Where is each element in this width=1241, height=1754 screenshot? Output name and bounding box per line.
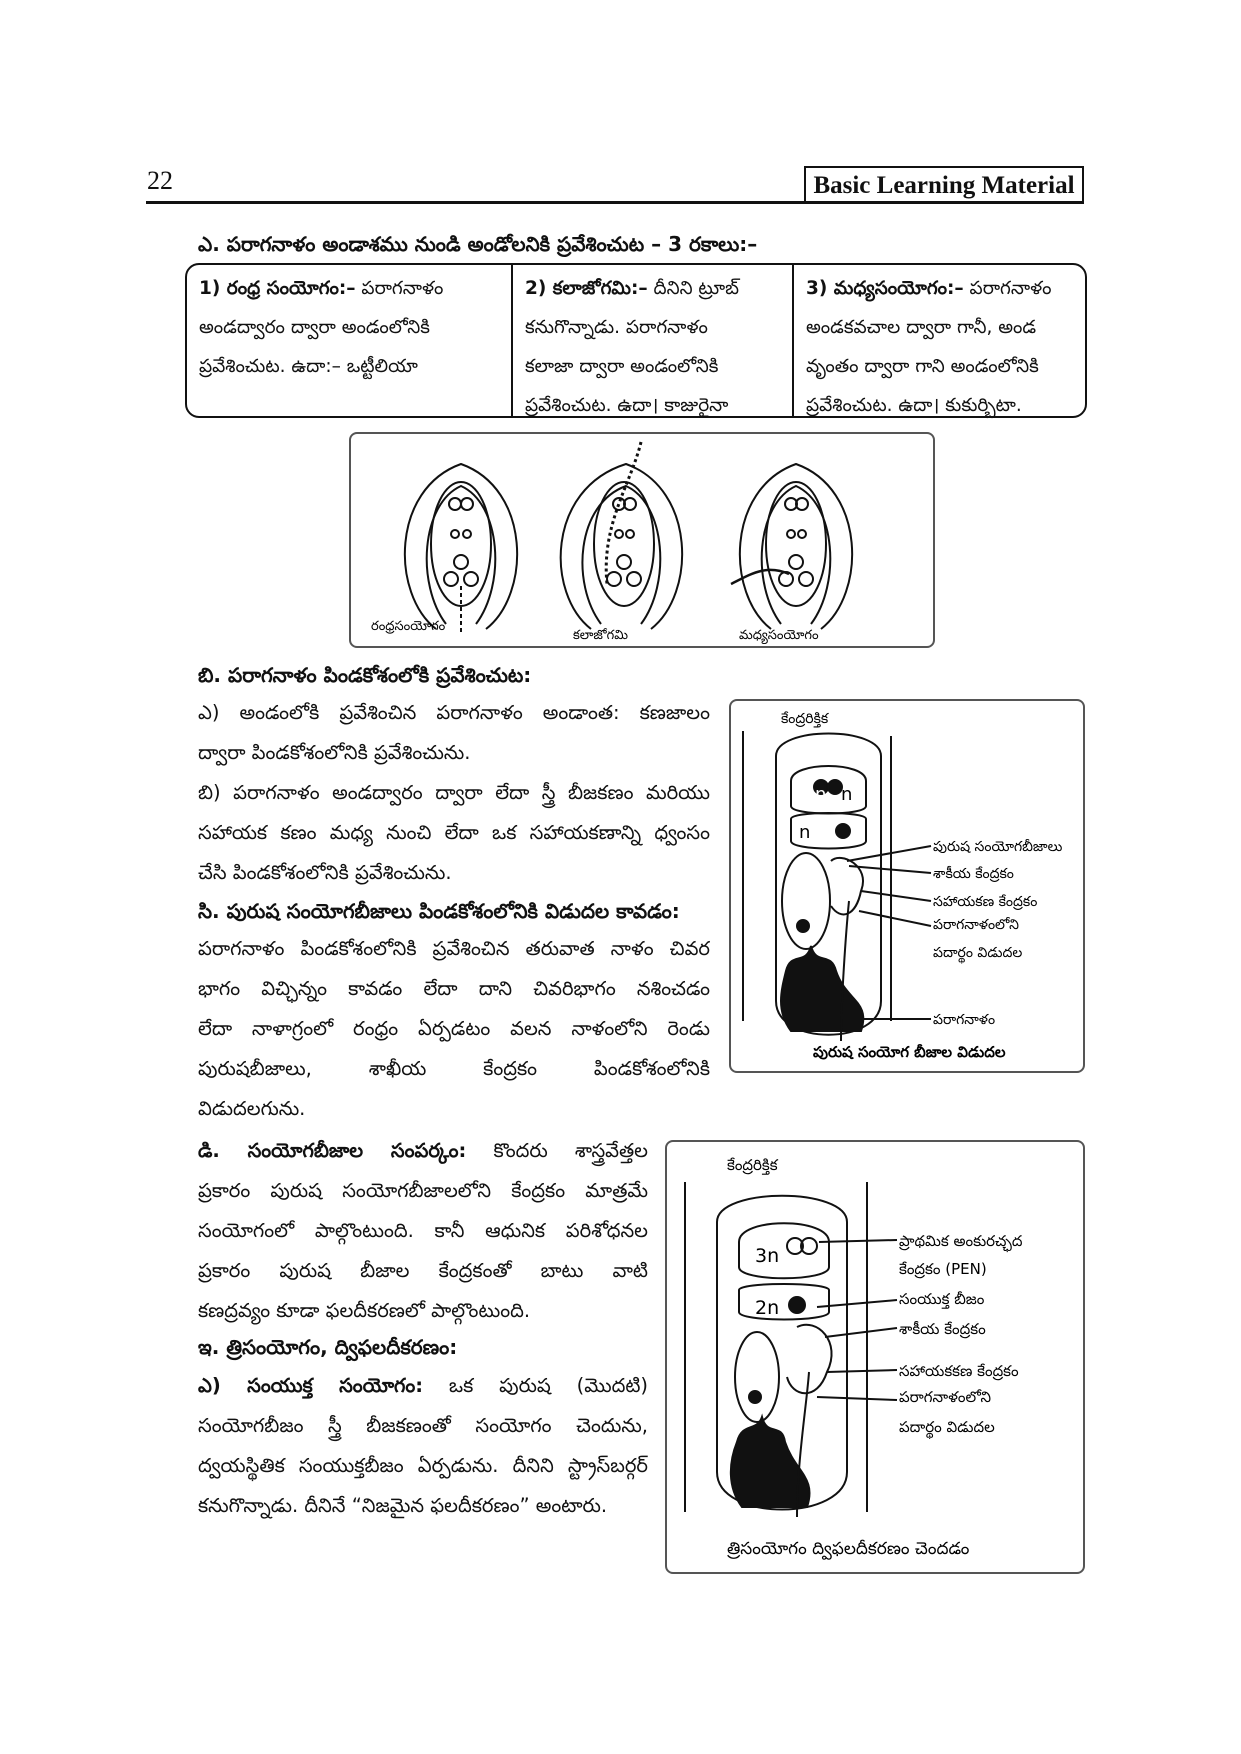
text-line: పరాగనాళం పిండకోశంలోనికి ప్రవేశించిన తరువాత నాళం చివర [198, 937, 710, 960]
fig1-label-mesogamy: మధ్యసంయోగం [739, 628, 819, 643]
fig2-label: పదార్థం విడుదల [933, 945, 1023, 961]
type-line: వృంతం ద్వారా గాని అండంలోనికి [806, 356, 1039, 377]
type-line: ప్రవేశించుట. ఉదా:– ఒట్టీలియా [199, 356, 418, 377]
text-line: ఎ) అండంలోకి ప్రవేశించిన పరాగనాళం అండాంత: కణజాలం [198, 701, 710, 724]
fig2-label: పరాగనాళంలోని [933, 917, 1019, 933]
section-b-heading: బి. పరాగనాళం పిండకోశంలోకి ప్రవేశించుట: [198, 663, 532, 687]
fig3-label: ప్రాథమిక అంకురచ్ఛద [899, 1232, 1023, 1250]
section-d-heading: డి. సంయోగబీజాల సంపర్కం: [198, 1139, 467, 1162]
text-line [198, 1366, 648, 1406]
fig2-label: శాకీయ కేంద్రకం [933, 866, 1014, 882]
type-title: 3) మధ్యసంయోగం:– [806, 278, 964, 299]
section-a-heading: ఎ. పరాగనాళం అండాశము నుండి అండోలనికి ప్రవేశించుట – 3 రకాలు:– [198, 232, 758, 256]
section-c-heading: సి. పురుష సంయోగబీజాలు పిండకోశంలోనికి విడుదల కావడం: [198, 899, 680, 923]
fig3-label: పదార్థం విడుదల [899, 1418, 995, 1436]
type-chalazogamy [511, 265, 792, 416]
text-line: పురుషబీజాలు, శాఖీయ కేంద్రకం పిండకోశంలోనికి [198, 1057, 710, 1080]
text-line-rest: ఒక పురుష (మొదటి) [448, 1374, 648, 1397]
nucleus-label-3n: 3n [755, 1245, 780, 1267]
triple-fusion-figure [665, 1140, 1085, 1574]
text-line: చేసి పిండకోశంలోనికి ప్రవేశించును. [198, 861, 452, 884]
type-line: అండకవచాల ద్వారా గానీ, అండ [806, 317, 1037, 338]
section-e-heading: ఇ. త్రిసంయోగం, ద్విఫలదీకరణం: [198, 1335, 458, 1359]
section-b-body [198, 693, 710, 893]
section-c-body [198, 929, 710, 1129]
type-line: దీనిని ట్రూబ్ [653, 278, 739, 299]
nucleus-label-n2: n [841, 784, 853, 805]
type-line: కనుగొన్నాడు. పరాగనాళం [525, 317, 708, 338]
triple-fusion-drawing [667, 1142, 1083, 1572]
text-line [198, 1131, 648, 1171]
type-line: పరాగనాళం [969, 278, 1052, 299]
text-line: కనుగొన్నాడు. దీనినే “నిజమైన ఫలదీకరణం” అంటారు. [198, 1494, 608, 1517]
text-line: సహాయక కణం మధ్య నుంచి లేదా ఒక సహాయకణాన్ని ధ్వంసం [198, 821, 710, 844]
fig3-label: కేంద్రకం (PEN) [899, 1260, 987, 1278]
page-number: 22 [147, 166, 173, 195]
ovule-entry-drawing [351, 434, 933, 646]
type-line: అండద్వారం ద్వారా అండంలోనికి [199, 317, 430, 338]
header-rule [146, 201, 1082, 204]
fig2-label: పరాగనాళం [933, 1012, 996, 1028]
text-line: ద్వయస్థితిక సంయుక్తబీజం ఏర్పడును. దీనిని స్ట్రాస్‌బర్గర్ [198, 1454, 648, 1477]
text-line: ప్రకారం పురుష సంయోగబీజాలలోని కేంద్రకం మాత్రమే [198, 1179, 648, 1202]
fig3-label: సహాయకకణ కేంద్రకం [899, 1362, 1019, 1380]
text-line: కణద్రవ్యం కూడా ఫలదీకరణలో పాల్గొంటుంది. [198, 1299, 531, 1322]
type-line: కలాజా ద్వారా అండంలోనికి [525, 356, 719, 377]
fig1-label-porogamy: రంధ్రసంయోగం [371, 619, 446, 634]
text-line: భాగం విచ్ఛిన్నం కావడం లేదా దాని చివరిభాగం నశించడం [198, 977, 710, 1000]
section-e-subheading: ఎ) సంయుక్త సంయోగం: [198, 1374, 424, 1397]
fig3-top-label: కేంద్రరిక్తిక [727, 1156, 778, 1174]
type-line: పరాగనాళం [361, 278, 444, 299]
fig3-caption: త్రిసంయోగం ద్విఫలదీకరణం చెందడం [727, 1539, 970, 1559]
fig2-caption: పురుష సంయోగ బీజాల విడుదల [813, 1043, 1006, 1061]
text-line: సంయోగబీజం స్త్రీ బీజకణంతో సంయోగం చెందును, [198, 1414, 648, 1437]
fig1-label-chalazogamy: కలాజోగమి [573, 628, 628, 643]
nucleus-label-2n: 2n [755, 1297, 780, 1319]
text-line: ప్రకారం పురుష బీజాల కేంద్రకంతో బాటు వాటి [198, 1259, 648, 1282]
fig2-top-label: కేంద్రరిక్తిక [781, 711, 829, 727]
fig3-label: పరాగనాళంలోని [899, 1388, 992, 1406]
text-line: బి) పరాగనాళం అండద్వారం ద్వారా లేదా స్త్రీ బీజకణం మరియు [198, 781, 710, 804]
type-title: 2) కలాజోగమి:– [525, 278, 648, 299]
pollen-entry-types-box [185, 263, 1087, 418]
type-line: ప్రవేశించుట. ఉదా। కాజురైనా [525, 395, 729, 416]
text-line: ద్వారా పిండకోశంలోనికి ప్రవేశించును. [198, 741, 471, 764]
type-title: 1) రంధ్ర సంయోగం:– [199, 278, 356, 299]
text-line: సంయోగంలో పాల్గొంటుంది. కానీ ఆధునిక పరిశోధనల [198, 1219, 648, 1242]
type-mesogamy [792, 265, 1085, 416]
type-line: ప్రవేశించుట. ఉదా। కుకుర్బిటా. [806, 395, 1022, 416]
fig2-label: సహాయకణ కేంద్రకం [933, 894, 1038, 910]
fig3-label: శాకీయ కేంద్రకం [899, 1320, 986, 1338]
gamete-release-drawing [731, 701, 1083, 1071]
text-line: విడుదలగును. [198, 1097, 306, 1120]
nucleus-label-n1: n [815, 784, 827, 805]
nucleus-label-n3: n [799, 822, 811, 843]
section-e-body [198, 1366, 648, 1526]
fig3-label: సంయుక్త బీజం [899, 1290, 985, 1308]
gamete-release-figure [729, 699, 1085, 1073]
ovule-entry-figure [349, 432, 935, 648]
text-line-rest: కొందరు శాస్త్రవేత్తల [493, 1139, 649, 1162]
type-porogamy [187, 265, 511, 416]
fig2-label: పురుష సంయోగబీజాలు [933, 839, 1063, 855]
text-line: లేదా నాళాగ్రంలో రంధ్రం ఏర్పడటం వలన నాళంలోని రెండు [198, 1017, 710, 1040]
document-title: Basic Learning Material [804, 166, 1084, 204]
section-d-body [198, 1131, 648, 1331]
